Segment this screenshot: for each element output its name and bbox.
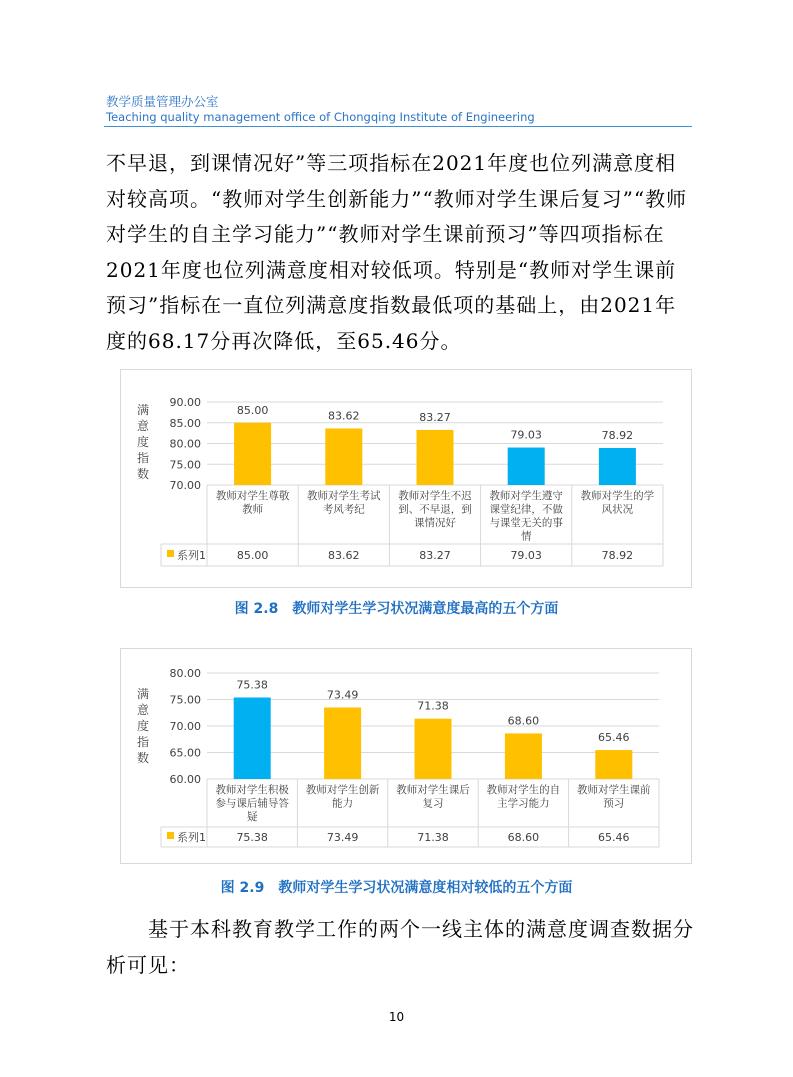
x-category-label: 情	[520, 530, 532, 543]
x-category-label: 到、不早退，到	[398, 503, 472, 516]
x-category-label: 教师对学生课前	[577, 784, 651, 796]
table-value: 85.00	[236, 549, 269, 562]
bar-value-label: 83.27	[419, 410, 451, 424]
y-axis-label-char: 数	[136, 467, 150, 481]
x-category-label: 教师对学生积极	[215, 784, 289, 796]
bar-value-label: 73.49	[326, 688, 359, 702]
bar	[325, 428, 362, 485]
x-category-label: 教师	[242, 503, 264, 516]
y-tick-label: 90.00	[169, 396, 201, 409]
bar-value-label: 78.92	[601, 428, 634, 442]
y-tick-label: 70.00	[169, 720, 201, 733]
chart-2-9	[120, 648, 692, 864]
chart-2-8-svg	[121, 370, 691, 587]
header-org-en: Teaching quality management office of Chongqing Institute of Engineering	[106, 110, 535, 124]
header-divider	[104, 126, 692, 127]
bar	[508, 448, 545, 485]
chart-2-9-caption: 图 2.9 教师对学生学习状况满意度相对较低的五个方面	[220, 880, 573, 896]
y-tick-label: 75.00	[169, 458, 201, 472]
bar	[599, 448, 636, 485]
bar	[234, 697, 271, 779]
bar	[415, 719, 452, 779]
bar	[234, 423, 271, 485]
x-category-label: 教师对学生不迟	[398, 490, 472, 502]
x-category-label: 教师对学生课后	[396, 784, 470, 796]
x-category-label: 课堂纪律，不做	[489, 503, 563, 516]
x-category-label: 教师对学生创新	[305, 784, 380, 796]
x-category-label: 主学习能力	[497, 797, 550, 810]
bar-value-label: 65.46	[598, 731, 630, 745]
x-category-label: 教师对学生考试	[307, 490, 381, 502]
x-category-label: 参与课后辅导答	[215, 797, 289, 810]
legend-series-name: 系列1	[177, 549, 206, 562]
body-paragraph-2: 基于本科教育教学工作的两个一线主体的满意度调查数据分析可见：	[106, 917, 694, 977]
bar-value-label: 85.00	[236, 403, 269, 417]
bar	[595, 750, 632, 779]
y-axis-label-char: 指	[136, 451, 150, 465]
y-axis-label-char: 意	[136, 703, 150, 717]
y-axis-label-char: 度	[136, 435, 150, 449]
table-value: 65.46	[598, 831, 630, 844]
table-value: 71.38	[417, 831, 449, 844]
bar	[505, 733, 542, 779]
x-category-label: 预习	[603, 797, 625, 810]
chart-2-9-svg	[121, 649, 691, 863]
y-axis-label-char: 满	[136, 687, 150, 701]
x-category-label: 教师对学生遵守	[489, 490, 563, 502]
body-paragraph-1: 不早退，到课情况好”等三项指标在2021年度也位列满意度相对较高项。“教师对学生创新能力”“教师对学生课后复习”“教师对学生的自主学习能力”“教师对学生课前预习”等四项指标在2021年度也位列满意度相对较低项。特别是“教师对学生课前预习”指标在一直位列满意度指数最低项的基础上，由2021年度的68.17分再次降低，至65.46分。	[106, 151, 688, 353]
y-tick-label: 80.00	[169, 667, 201, 680]
header-org-cn: 教学质量管理办公室	[106, 94, 219, 109]
bar	[324, 708, 361, 779]
y-tick-label: 70.00	[169, 479, 201, 492]
table-value: 75.38	[236, 831, 268, 844]
bar-value-label: 79.03	[510, 428, 542, 442]
table-value: 73.49	[326, 831, 359, 844]
bar	[417, 430, 454, 485]
bar-value-label: 75.38	[236, 678, 268, 692]
bar-value-label: 83.62	[328, 409, 360, 423]
legend-series-name: 系列1	[177, 831, 206, 844]
y-tick-label: 80.00	[169, 437, 201, 451]
chart-2-8-caption: 图 2.8 教师对学生学习状况满意度最高的五个方面	[234, 601, 559, 617]
table-value: 68.60	[507, 831, 540, 844]
x-category-label: 与课堂无关的事	[489, 517, 563, 529]
x-category-label: 教师对学生的学	[580, 490, 655, 502]
x-category-label: 复习	[422, 797, 444, 810]
chart-2-8	[120, 369, 692, 588]
x-category-label: 教师对学生尊敬	[215, 490, 290, 502]
x-category-label: 教师对学生的自	[486, 784, 561, 796]
x-category-label: 考风考纪	[322, 503, 365, 516]
legend-swatch	[167, 832, 174, 839]
y-axis-label-char: 数	[136, 751, 150, 765]
page-number: 10	[388, 1010, 405, 1024]
x-category-label: 疑	[246, 811, 258, 823]
y-tick-label: 65.00	[169, 746, 201, 760]
y-axis-label-char: 度	[136, 719, 150, 733]
table-value: 83.62	[328, 549, 360, 562]
x-category-label: 课情况好	[414, 517, 456, 529]
table-value: 78.92	[601, 549, 634, 562]
legend-swatch	[167, 550, 174, 557]
y-tick-label: 60.00	[169, 773, 201, 786]
x-category-label: 风状况	[601, 503, 634, 516]
table-value: 79.03	[510, 549, 542, 562]
bar-value-label: 71.38	[417, 699, 449, 713]
table-value: 83.27	[419, 549, 451, 562]
y-axis-label-char: 意	[136, 419, 150, 433]
x-category-label: 能力	[332, 797, 354, 810]
y-tick-label: 85.00	[169, 416, 201, 430]
bar-value-label: 68.60	[507, 714, 540, 728]
y-tick-label: 75.00	[169, 693, 201, 707]
y-axis-label-char: 满	[136, 403, 150, 417]
y-axis-label-char: 指	[136, 735, 150, 749]
